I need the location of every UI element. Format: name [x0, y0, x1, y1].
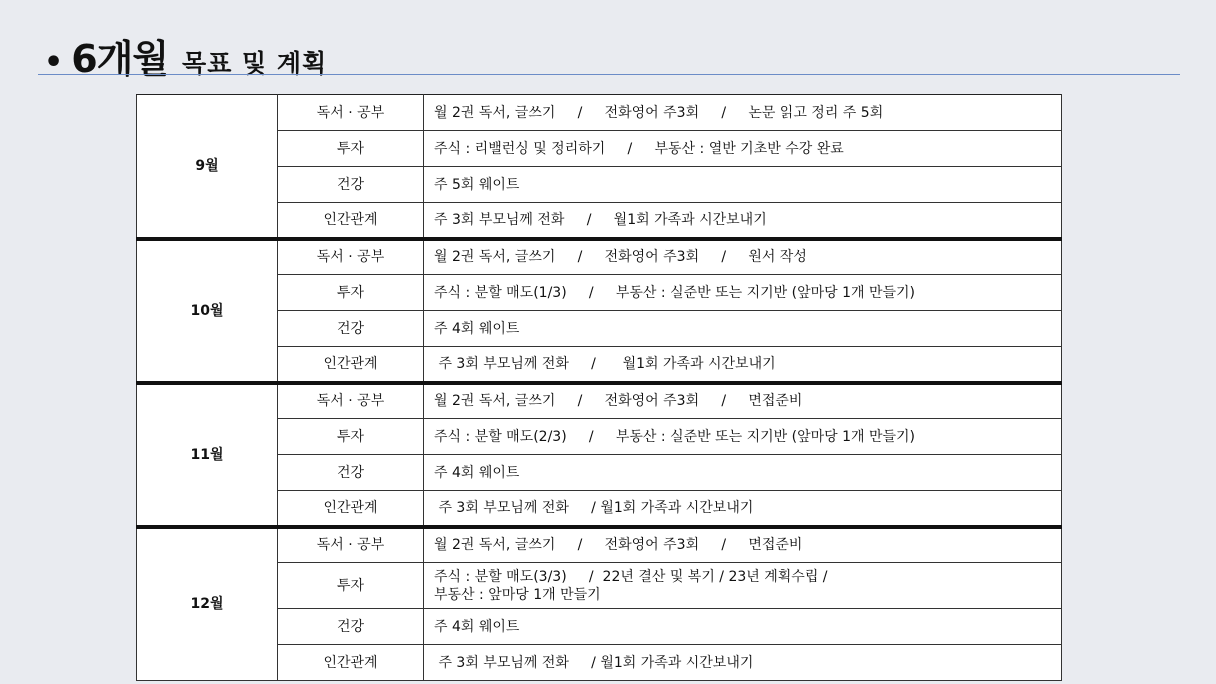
goal-cell: 월 2권 독서, 글쓰기 / 전화영어 주3회 / 면접준비	[424, 383, 1062, 419]
category-cell: 독서 · 공부	[278, 239, 424, 275]
goal-cell: 주 4회 웨이트	[424, 311, 1062, 347]
goal-cell: 월 2권 독서, 글쓰기 / 전화영어 주3회 / 논문 읽고 정리 주 5회	[424, 95, 1062, 131]
goal-cell: 주식 : 리밸런싱 및 정리하기 / 부동산 : 열반 기초반 수강 완료	[424, 131, 1062, 167]
category-cell: 건강	[278, 311, 424, 347]
category-cell: 투자	[278, 131, 424, 167]
category-cell: 건강	[278, 609, 424, 645]
category-cell: 독서 · 공부	[278, 95, 424, 131]
goal-cell: 주 4회 웨이트	[424, 455, 1062, 491]
month-cell-9: 9월	[137, 95, 278, 239]
category-cell: 인간관계	[278, 491, 424, 527]
category-cell: 건강	[278, 167, 424, 203]
title-main: 6개월	[71, 37, 169, 81]
goal-cell: 주 3회 부모님께 전화 / 월1회 가족과 시간보내기	[424, 645, 1062, 681]
month-cell-11: 11월	[137, 383, 278, 527]
table-row	[137, 95, 1062, 131]
table-row	[137, 527, 1062, 563]
goal-cell: 주 4회 웨이트	[424, 609, 1062, 645]
category-cell: 투자	[278, 563, 424, 609]
title-bullet: •	[44, 45, 64, 80]
goal-cell: 주 5회 웨이트	[424, 167, 1062, 203]
category-cell: 투자	[278, 419, 424, 455]
plan-table	[136, 94, 1062, 681]
category-cell: 건강	[278, 455, 424, 491]
table-row	[137, 239, 1062, 275]
goal-cell: 주 3회 부모님께 전화 / 월1회 가족과 시간보내기	[424, 491, 1062, 527]
category-cell: 독서 · 공부	[278, 527, 424, 563]
table-row	[137, 383, 1062, 419]
goal-line-2: 부동산 : 앞마당 1개 만들기	[434, 586, 601, 603]
goal-cell: 주 3회 부모님께 전화 / 월1회 가족과 시간보내기	[424, 203, 1062, 239]
goal-cell	[424, 563, 1062, 609]
month-cell-12: 12월	[137, 527, 278, 681]
goal-cell: 주식 : 분할 매도(1/3) / 부동산 : 실준반 또는 지기반 (앞마당 1개 만들기)	[424, 275, 1062, 311]
goal-cell: 주식 : 분할 매도(2/3) / 부동산 : 실준반 또는 지기반 (앞마당 1개 만들기)	[424, 419, 1062, 455]
category-cell: 인간관계	[278, 347, 424, 383]
title-sub: 목표 및 계획	[182, 49, 328, 78]
goal-cell: 월 2권 독서, 글쓰기 / 전화영어 주3회 / 면접준비	[424, 527, 1062, 563]
goal-cell: 월 2권 독서, 글쓰기 / 전화영어 주3회 / 원서 작성	[424, 239, 1062, 275]
month-cell-10: 10월	[137, 239, 278, 383]
goal-line-1: 주식 : 분할 매도(3/3) / 22년 결산 및 복기 / 23년 계획수립 /	[434, 568, 828, 585]
goal-cell: 주 3회 부모님께 전화 / 월1회 가족과 시간보내기	[424, 347, 1062, 383]
category-cell: 독서 · 공부	[278, 383, 424, 419]
category-cell: 투자	[278, 275, 424, 311]
title-divider	[38, 74, 1180, 75]
category-cell: 인간관계	[278, 645, 424, 681]
category-cell: 인간관계	[278, 203, 424, 239]
